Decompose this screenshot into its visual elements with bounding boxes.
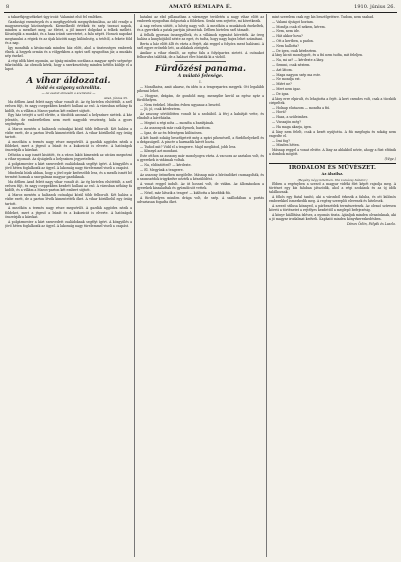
issue-date: 1910. június 26.: [354, 4, 395, 10]
dialogue-line: — Minden héten.: [272, 143, 300, 148]
paragraph: A szerző stílusa könnyed, a párbeszédek természetesek. Az olvasó szívesen követi a történetet a rejtélyes kezdettől a meglepő befejezésig.: [269, 204, 396, 213]
section-rule: [269, 163, 396, 164]
paragraph: — El. Megyünk a tengerre.: [140, 168, 184, 173]
paragraph: A Maros mentén a halászok csónakjai közül több felborult. Két halász a vízbe esett, de a parton lévők kimentették őket. A vihar körülbelül egy óráig tartott.: [5, 193, 132, 206]
feuilleton-title: Fürdőzési panama.: [155, 63, 246, 74]
dialogue-line: — Ott a kertben, a padon.: [272, 38, 314, 43]
paragraph: A lány kicsit mosolygott, és a fiú nem tudta, mit feleljen.: [272, 53, 364, 58]
header-rule: [4, 12, 397, 13]
dialogue-line: — Nem hallotta?: [272, 43, 299, 48]
dialogue-line: — Nem, nem ide.: [272, 29, 300, 34]
paragraph: — Na, eldöntötted? — kérdezte.: [140, 163, 192, 168]
section-subtitle: Az álszilsz.: [321, 172, 344, 177]
section-subtitle: Hold és szigony schrollita.: [35, 85, 102, 91]
newspaper-page: [4, 3, 397, 559]
paragraph: Az asszony örömében megölelte. Másnap már a bőröndöket csomagolták, és a szomszédok irigykedve nézték a készülődést.: [137, 172, 264, 182]
paragraph: A főhős egy fiatal tanító, aki a városból érkezik a faluba, és ott különös emberekkel ismerkedik meg. A regény szereplői elevenek és hitelesek.: [269, 195, 396, 204]
dialogue-line: — Na, mi az? — kérdezte a lány.: [272, 58, 324, 63]
newspaper-title: AMATŐ RÉMLAPA É.: [168, 4, 233, 10]
story-signoff: (Vége.): [384, 157, 396, 162]
paragraph: A mezőkön a termés nagy része megsérült. A gazdák aggódva nézik a földeket, mert a jégeső a búzát és a kukoricát is elverte. A hatóságok összeírják a károkat.: [5, 206, 132, 219]
paragraph: a takarékjegyzékeket úgy iroát: Valamint első fel emléken.: [8, 15, 103, 19]
column-3: [269, 15, 396, 557]
section-title: IRODALOM ÉS MŰVÉSZET.: [288, 165, 377, 172]
paragraph: A polgármester a kárt szenvedett családoknak segélyt ígért. A közgyűlés a jövő héten foglalkozik az ügyel. A lakosság nagy türelemmel viseli a csapást.: [5, 162, 132, 171]
paragraph: mint szerelem csak egy kis beszélgetésre. Tudom, nem szabad.: [272, 15, 375, 19]
paragraph: — Az asszonyok már csak ilyenek, barátom.: [140, 126, 211, 131]
feuilleton-subtitle: A múlató felesége.: [177, 73, 224, 79]
dialogue-line: — Mondja csak el nekem, kérem.: [272, 24, 326, 29]
paragraph: Este otthon az asszony már mosolyogva várta. A vacsora az asztalon volt, és a gyerekek is vidámak voltak.: [137, 154, 264, 163]
paragraph: A lány nem felelt, csak a kezét nyújtotta. A fiú megfogta és sokáig nem engedte el.: [269, 129, 396, 138]
paragraph: — Nem érdekel. Minden évben ugyanaz a beszéd.: [140, 102, 221, 107]
paragraph: Berta a ház előtt állt és várta a férjét, aki reggel a folyóra ment halászni. A szél egyre erősebb lett, az ablakok zörögtek.: [137, 42, 264, 51]
section-separator: [43, 73, 94, 74]
column-1: [5, 15, 132, 557]
dialogue-line: — Írni fog?: [272, 138, 290, 143]
paragraph: Amikor a vihar elmúlt, az egész falu a folyópartra sietett. A csónakot felborulva találták, de a halászt élve húzták ki a vízből.: [137, 51, 264, 60]
paragraph: A két barát sokáig beszélgetett még a nyári pihenésről, a fürdőhelyekről és a drágaságról. A pincér a harmadik kávét hozta.: [137, 135, 264, 144]
paragraph: A régi idők hírei nyomán, az újság minden sorában a magyar nyelv szépsége tükröződik. Az olvasók kérik, hogy a szerkesztőség minden hétfőn küldje el a lapot.: [5, 58, 132, 72]
dateline: Arad, június 25.: [103, 95, 128, 100]
column-divider: [134, 14, 135, 557]
paragraph: — Hogyne, drágám, de gondold meg, mennyibe kerül az egész nyár a fürdőhelyen.: [137, 93, 264, 102]
paragraph: A nap erősen sütött, a hőség nagy volt. A mezőkön a munkások énekeltek, és a gyerekek a patak partján játszottak. Délben hirtelen szél támadt.: [137, 24, 264, 33]
paragraph: A fürdőhelyen minden drága volt, de szép. A szállodában a portás udvariasan fogadta őket.: [137, 195, 264, 204]
paragraph: Így mondták a kíváncsiak minden ház előtt, ahol a tisztességes emberek élnek. A hegyek ormán és a völgyekben a nyári szél nyugodtan jár, a munkás nép énekel.: [5, 45, 132, 59]
paragraph: — Nézd, már látszik a tenger! — kiáltotta a kisebbik fiú.: [140, 190, 231, 195]
paragraph: — Megint a régi nóta — mondta a barátjának.: [140, 121, 215, 126]
paragraph: A lány erre elpirult, és lehajtotta a fejét. A kert csendes volt, csak a tücskök ciripeltek.: [269, 96, 396, 105]
paragraph: A könyv kiállítása ízléses, a nyomás tiszta. Ajánljuk minden olvasónknak, aki a jó magyar irodalmat kedveli. Kapható minden könyvkereskedésben.: [269, 213, 396, 222]
paragraph: Mindenki bízik abban, hogy a jövő nyár kedvezőbb lesz, és a mezők ismét bő termést hoznak a szorgalmas magyar gazdáknak.: [5, 171, 132, 180]
paragraph: A mezőkön a termés nagy része megsérült. A gazdák aggódva nézik a földeket, mert a jégeső a búzát és a kukoricát is elverte. A hatóságok összeírják a károkat.: [5, 139, 132, 153]
column-divider: [266, 14, 267, 557]
section-separator: [175, 61, 226, 62]
dialogue-line: — Maga nagyon szép ma este.: [272, 72, 321, 77]
dialogue-line: — Miért ne?: [272, 82, 292, 87]
dialogue-line: — Hová?: [272, 110, 287, 115]
paragraph: Ma délben Arad felett nagy vihar vonult át. Az ég hirtelen elsötétült, a szél erősen fújt, és nagy cseppekben kezdett hullani az eső. A városban néhány fa kidőlt, és a villám a Maros-parton két embert sújtott.: [5, 180, 132, 193]
paragraph: A polgármester a kárt szenvedett családoknak segélyt ígért. A közgyűlés a jövő héten foglalkozik az ügyel. A lakosság nagy türelemmel viseli a csapást.: [5, 219, 132, 228]
dialogue-line: — De igen, csak kérdeztem.: [272, 48, 318, 53]
dialogue-line: — Mert nem igaz.: [272, 86, 301, 91]
dialogue-line: — Ha maga akarja, igen.: [272, 124, 312, 129]
paragraph: Ebben a regényben a szerző a magyar vidéki élet képét rajzolja meg. A történet egy kis faluban játszódik, ahol a régi szokások és az új idők találkoznak.: [269, 182, 396, 195]
paragraph: — Mondhatsz, amit akarsz, én idén is a tengerpartra megyek. Ott legalább pihenni lehet.: [137, 84, 264, 93]
paragraph: Másnap reggel a vonat elvitte. A lány az ablakból nézte, ahogy a füst eltűnik a dombok mögött.: [269, 148, 396, 157]
dialogue-line: — Hát akkor hova?: [272, 34, 303, 39]
paragraph: Délután a nap ismét kisütött, és a város lakói kimentek az utcára megnézni a vihar nyomait. Az újságírók a helyszínen jegyzeteltek.: [5, 153, 132, 162]
paragraph: hatalmi az első pillanatban a vármegye területén a nagy vihar előtt az emberek nyugodtan dolgoztak a földeken. Senki sem sejtette, mi következik.: [137, 15, 264, 24]
dialogue-line: — Semmi, csak néztem.: [272, 62, 311, 67]
dialogue-line: — Haza, a szüleimhez.: [272, 115, 309, 120]
dialogue-line: — De igaz.: [272, 91, 290, 96]
page-header: [4, 3, 397, 12]
dialogue-line: — Ne mondja ezt.: [272, 77, 301, 82]
paragraph: — Jó, jó, csak kérdeztem.: [140, 107, 181, 112]
review-signature: Dénes Ödön, Pályák és Laszlo.: [346, 222, 396, 227]
dialogue-line: — Valami újságot hoztam.: [272, 19, 314, 24]
paragraph: A Maros mentén a halászok csónakjai közül több felborult. Két halász a vízbe esett, de a parton lévők kimentették őket. A vihar körülbelül egy óráig tartott.: [5, 126, 132, 140]
part-number: I.: [199, 79, 202, 84]
paragraph: — Könnyű azt mondani.: [140, 149, 179, 154]
dialogue-line: — Visszajön még?: [272, 119, 301, 124]
paragraph: Az asszony sértődötten vonult ki a szobából. A férj a kabátját vette, és elindult a kávéházba.: [137, 112, 264, 121]
section-byline: (Regény négy kötetben. Irta Lukácsy Sándor.): [297, 177, 368, 182]
paragraph: A felhők gyorsan összegyűltek, és a villámok egymást követték. Az öreg halász a kunyhójából nézte az eget, és tudta, hogy nagy bajra lehet számítani.: [137, 33, 264, 42]
page-number: 8: [6, 4, 10, 10]
paragraph: Ma délben Arad felett nagy vihar vonult át. Az ég hirtelen elsötétült, a szél erősen fújt, és nagy cseppekben kezdett hullani az eső. A városban néhány fa kidőlt, és a villám a Maros-parton két embert sújtott.: [5, 100, 132, 113]
column-2: [137, 15, 264, 557]
paragraph: — Tudod mit? Vidd el a tengerre. Majd meglátod, jobb lesz.: [140, 144, 237, 149]
paragraph: — Igaz, de az én feleségem különösen.: [140, 130, 203, 135]
paragraph: A vonat reggel indult. Az út hosszú volt, de vidám. Az állomásokon a gyerekek kiszaladtak és gyümölcsöt vettek.: [137, 181, 264, 191]
paragraph: Egy ház tetejét a szél elvitte, a tűzoltók azonnal a helyszínre siettek. A kár jelentős, de emberéletben nem esett nagyobb veszteség, hála a gyors segítségnek.: [5, 113, 132, 126]
dialogue-line: — Holnap elutazom — mondta a fiú.: [272, 105, 331, 110]
dialogue-line: — Azt látom.: [272, 67, 293, 72]
section-title: A vihar áldozatai.: [26, 75, 111, 86]
section-byline: — Az esetet elmeséli a szemtanú —: [41, 91, 96, 96]
paragraph: Gazdasági események és a megfigyelések megnyilvánulása, az idő rendje a magyarországi közönségnek. Kiemelkedő értékek és szép tavaszi napok, minden a mezőket meg, az életet, a jól ismert dolgokat a telkek mellett. Köszönjük a munkát, és a haza iránti szeretetet, a falu népét. Hosszú napokat megtanulni a régiek és az újak közötti nagy különbség, a tetőtől, a fekete föld és a nap.: [5, 19, 132, 45]
